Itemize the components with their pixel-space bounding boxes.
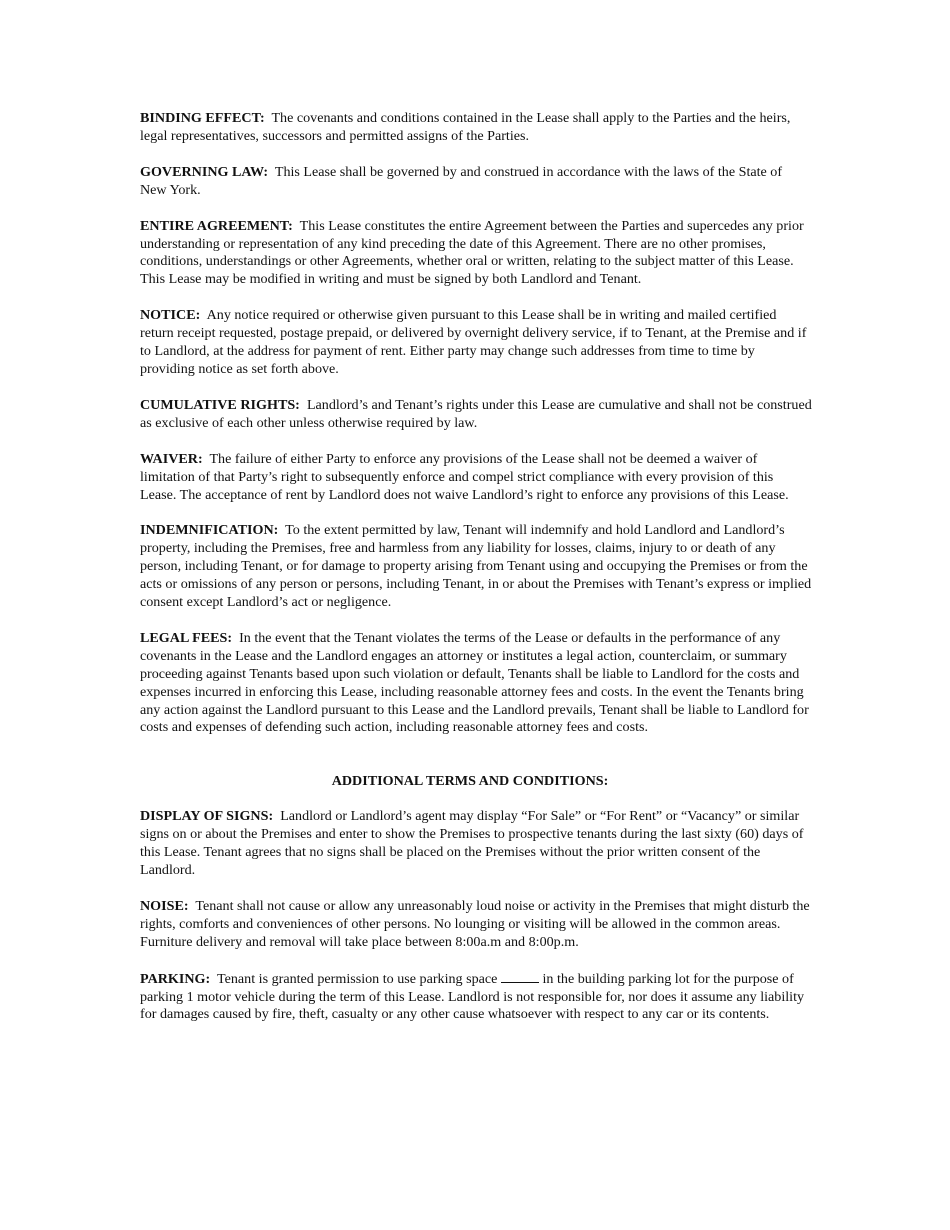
clause-text: Any notice required or otherwise given pursuant to this Lease shall be in writing and mailed certified return receipt requested, postage prepaid, or delivered by overnight delivery service, if to Tenant, at the Premise and if to Landlord, at the address for payment of rent. Either party may change such addresses from time to time by providing notice as set forth above. xyxy=(140,307,807,377)
clause-heading: CUMULATIVE RIGHTS: xyxy=(140,396,300,413)
clause-heading: ENTIRE AGREEMENT: xyxy=(140,217,293,234)
clause-text: Tenant shall not cause or allow any unreasonably loud noise or activity in the Premises that might disturb the rights, comforts and conveniences of other persons. No lounging or visiting will be allowed in the common areas. Furniture delivery and removal will take place between 8:00a.m and 8:00p.m. xyxy=(140,897,810,950)
clause-governing-law xyxy=(140,164,812,200)
clause-entire-agreement xyxy=(140,218,812,290)
clause-text: This Lease constitutes the entire Agreement between the Parties and supercedes any prior understanding or representation of any kind preceding the date of this Agreement. There are no other promises, conditions, understandings or other Agreements, whether oral or written, relating to the subject matter of this Lease. This Lease may be modified in writing and must be signed by both Landlord and Tenant. xyxy=(140,217,804,288)
clause-text-after-blank: in the building parking lot for the purpose of parking 1 motor vehicle during the term of this Lease. Landlord is not responsible for, nor does it assume any liability for damages caused by fire, theft, casualty or any other cause whatsoever with respect to any car or its contents. xyxy=(140,970,805,1023)
clause-heading: BINDING EFFECT: xyxy=(140,110,265,126)
clause-heading: GOVERNING LAW: xyxy=(140,163,269,180)
clause-heading: NOISE: xyxy=(140,897,189,914)
clause-heading: NOTICE: xyxy=(140,307,201,324)
clause-binding-effect xyxy=(140,110,812,146)
clause-parking xyxy=(140,970,812,1025)
clause-text: Landlord’s and Tenant’s rights under this Lease are cumulative and shall not be construed as exclusive of each other unless otherwise required by law. xyxy=(140,396,812,431)
lease-page xyxy=(140,110,812,1042)
clause-heading: LEGAL FEES: xyxy=(140,629,233,646)
clause-legal-fees xyxy=(140,630,812,737)
clause-text: The covenants and conditions contained in the Lease shall apply to the Parties and the heirs, legal representatives, successors and permitted assigns of the Parties. xyxy=(140,110,791,144)
section-title: ADDITIONAL TERMS AND CONDITIONS: xyxy=(331,773,609,790)
clause-text: This Lease shall be governed by and construed in accordance with the laws of the State of New York. xyxy=(140,163,783,198)
clause-text: Landlord or Landlord’s agent may display “For Sale” or “For Rent” or “Vacancy” or similar signs on or about the Premises and enter to show the Premises to prospective tenants during the last sixty (60) days of this Lease. Tenant agrees that no signs shall be placed on the Premises without the prior written consent of the Landlord. xyxy=(140,808,804,878)
clause-waiver xyxy=(140,451,812,505)
clause-text: In the event that the Tenant violates the terms of the Lease or defaults in the performance of any covenants in the Lease and the Landlord engages an attorney or institutes a legal action, counterclaim, or summary proceeding against Tenants based upon such violation or default, Tenants shall be liable to Landlord for the costs and expenses incurred in enforcing this Lease, including reasonable attorney fees and costs. In the event the Tenants bring any action against the Landlord pursuant to this Lease and the Landlord prevails, Tenant shall be liable to Landlord for costs and expenses of defending such action, including reasonable attorney fees and costs. xyxy=(140,629,809,736)
clause-text: To the extent permitted by law, Tenant will indemnify and hold Landlord and Landlord’s property, including the Premises, free and harmless from any liability for losses, claims, injury to or death of any person, including Tenant, or for damage to property arising from Tenant using and occupying the Premises or from the acts or omissions of any person or persons, including Tenant, in or about the Premises with Tenant’s express or implied consent except Landlord’s act or negligence. xyxy=(140,522,812,611)
clause-text-before-blank: Tenant is granted permission to use parking space xyxy=(217,970,498,987)
clause-heading: WAIVER: xyxy=(140,450,203,467)
clause-text: The failure of either Party to enforce any provisions of the Lease shall not be deemed a waiver of limitation of that Party’s right to subsequently enforce and compel strict compliance with every provision of this Lease. The acceptance of rent by Landlord does not waive Landlord’s right to enforce any provisions of this Lease. xyxy=(140,450,789,503)
clause-indemnification xyxy=(140,522,812,612)
clause-notice xyxy=(140,307,812,379)
clause-cumulative-rights xyxy=(140,397,812,433)
parking-space-blank xyxy=(501,970,539,983)
clause-heading: INDEMNIFICATION: xyxy=(140,522,279,539)
clause-heading: DISPLAY OF SIGNS: xyxy=(140,808,274,825)
clause-heading: PARKING: xyxy=(140,970,211,987)
clause-noise xyxy=(140,898,812,952)
clause-display-of-signs xyxy=(140,808,812,880)
